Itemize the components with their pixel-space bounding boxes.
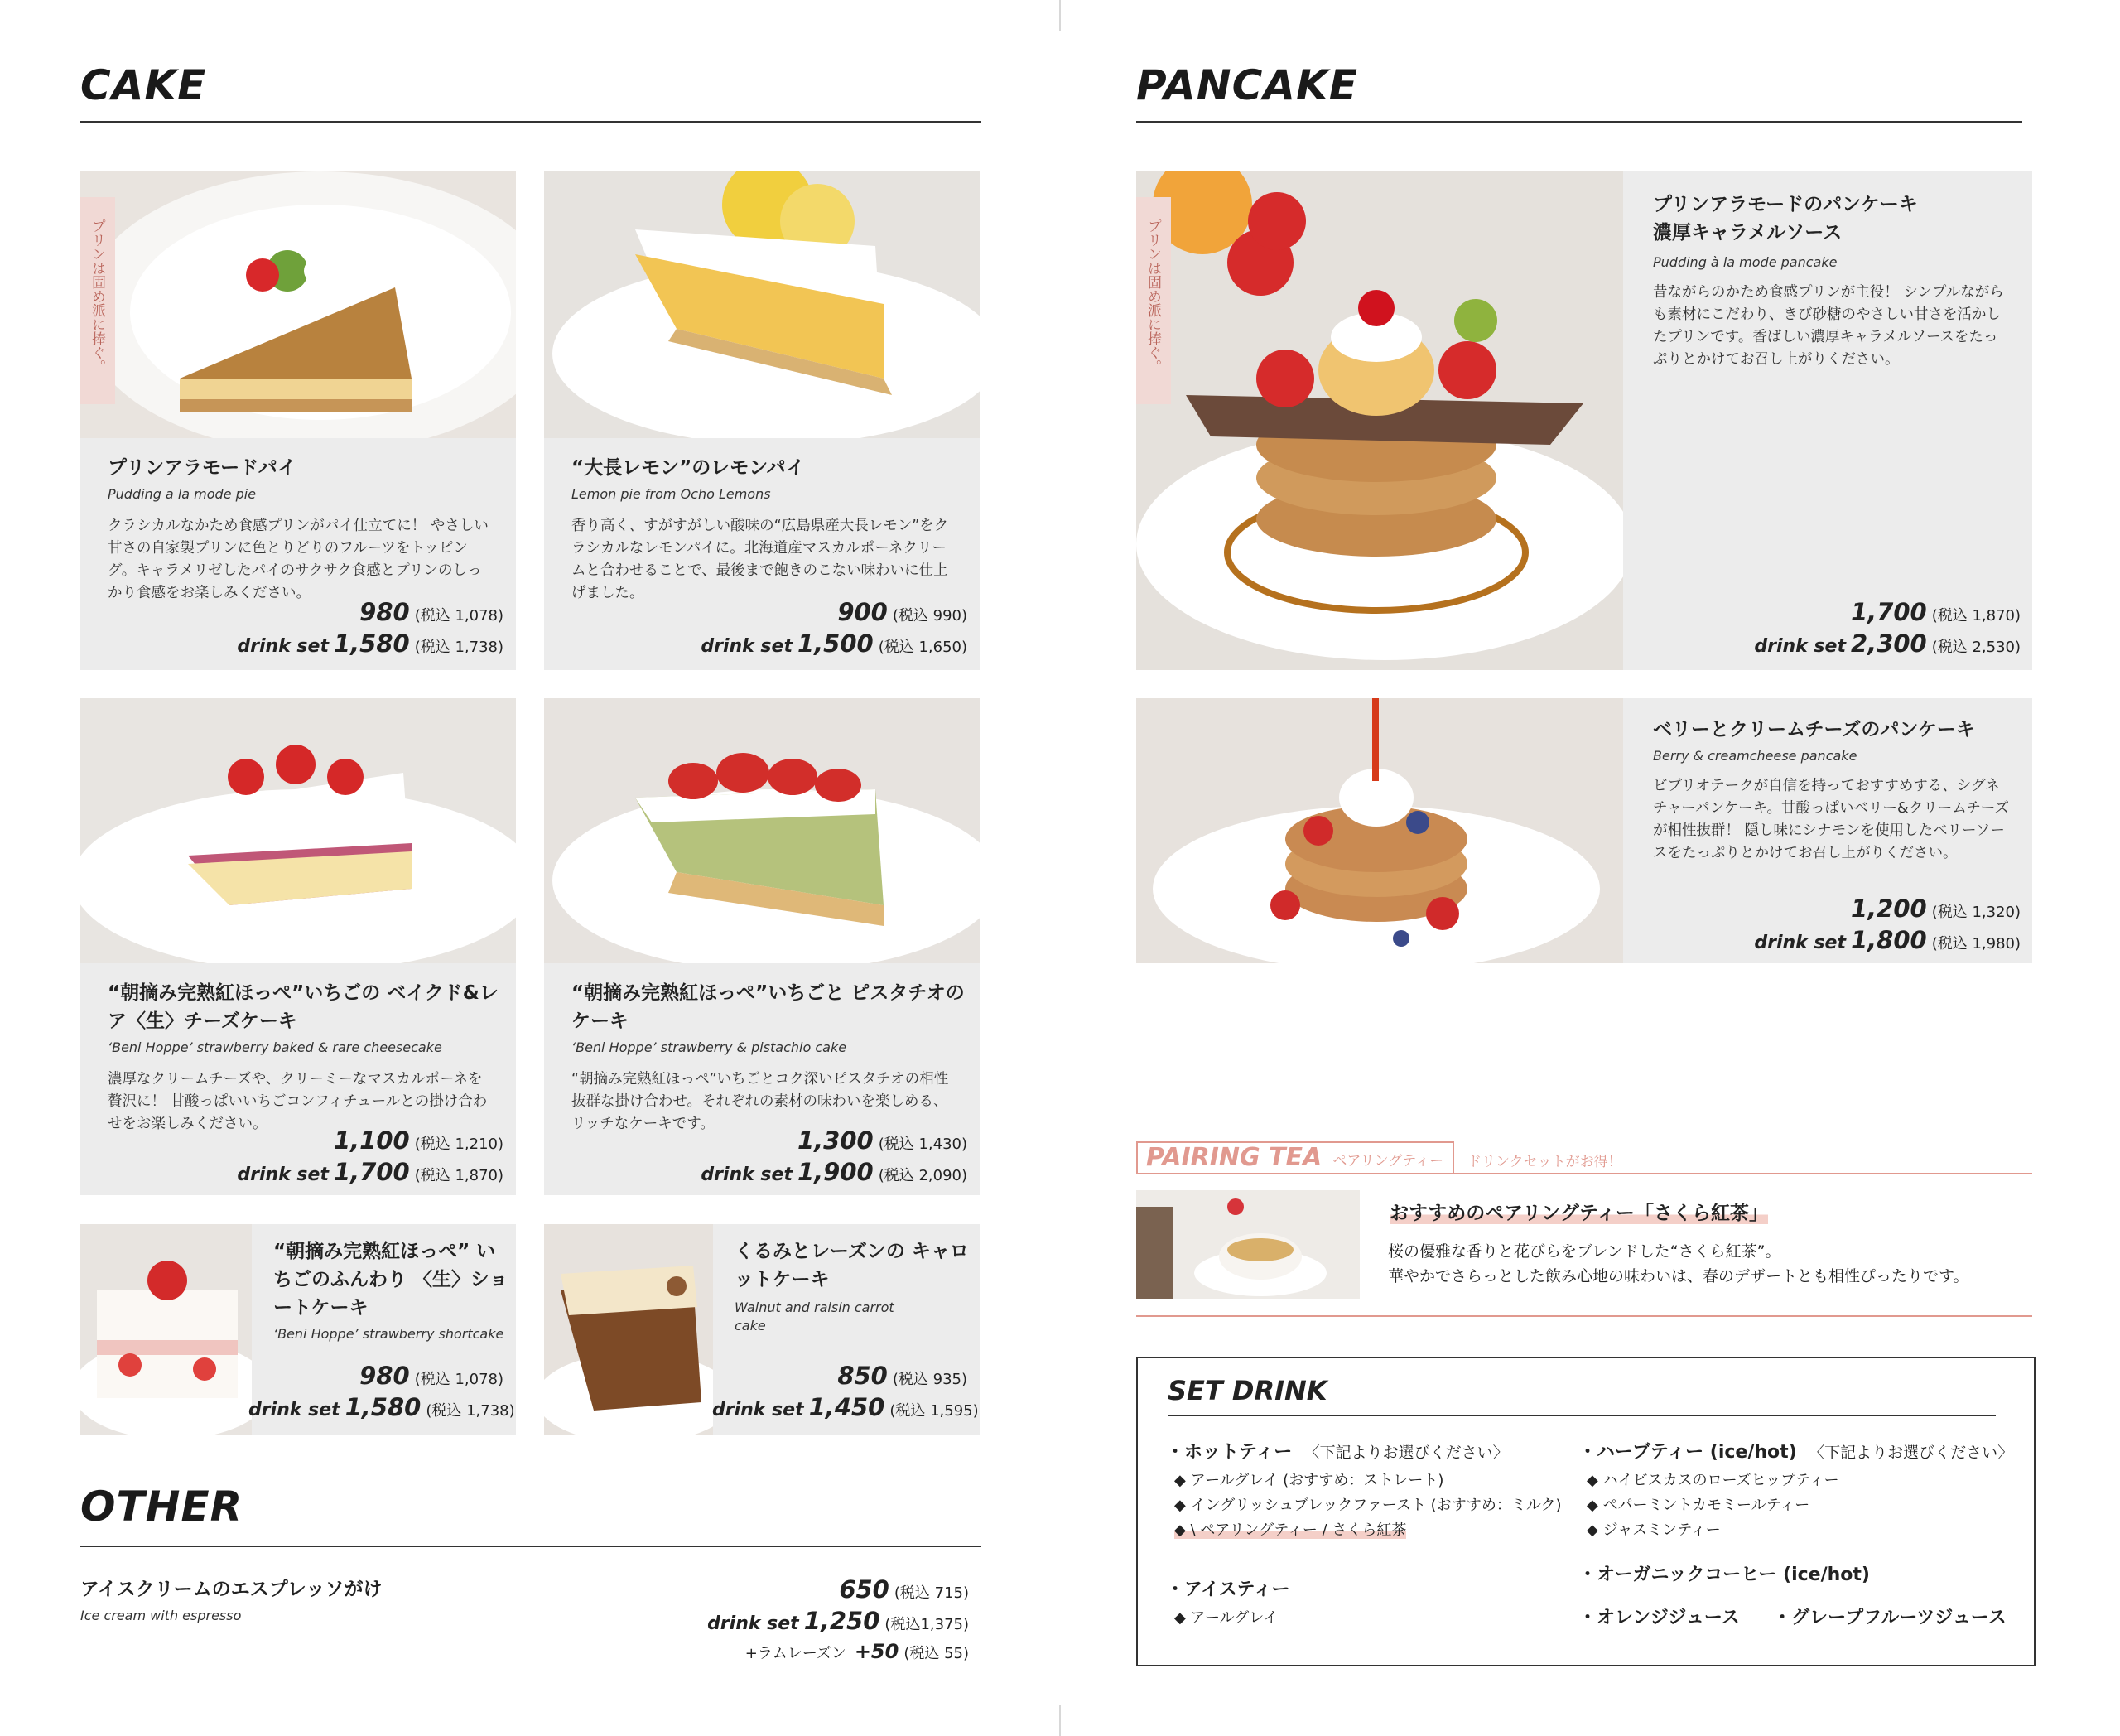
pistachio-cake-photo — [544, 698, 980, 963]
ice-cream-addon-price — [629, 1640, 969, 1663]
berry-pancake-name-ja: ベリーとクリームチーズのパンケーキ — [1653, 719, 1975, 740]
price-tax: (税込 1,210) — [414, 1136, 504, 1153]
price-tax: (税込 1,870) — [1931, 607, 2021, 624]
shortcake-photo — [80, 1224, 252, 1435]
coffee-heading — [1578, 1562, 1870, 1588]
price-value: 1,700 — [1850, 598, 1927, 626]
shortcake-set-price — [248, 1393, 515, 1421]
cake-title-rule — [80, 121, 981, 123]
set-label: drink set — [248, 1400, 340, 1420]
set-price-value: 1,580 — [333, 629, 410, 658]
pairing-tea-desc-2: 華やかでさらっとした飲み心地の味わいは、春のデザートとも相性ぴったりです。 — [1388, 1267, 1969, 1285]
set-price-tax: (税込 1,980) — [1931, 935, 2021, 952]
set-label: drink set — [1754, 933, 1846, 953]
ice-tea-label: ・アイスティー — [1166, 1579, 1290, 1600]
set-price-value: 1,700 — [333, 1158, 410, 1186]
pudding-pancake-tag — [1136, 197, 1171, 404]
other-title-rule — [80, 1546, 981, 1547]
hot-tea-item: ◆ アールグレイ (おすすめ：ストレート) — [1174, 1472, 1444, 1489]
price-value: 1,200 — [1850, 895, 1927, 923]
fold-mark-bottom — [1059, 1705, 1061, 1736]
pudding-pancake-name-ja-1: プリンアラモードのパンケーキ — [1653, 194, 1918, 215]
set-price-value: 2,300 — [1850, 629, 1927, 658]
set-price-tax: (税込 1,738) — [426, 1402, 515, 1420]
pairing-tea-title-ja: ペアリングティー — [1332, 1153, 1443, 1169]
pudding-pie-description: クラシカルなかため食感プリンがパイ仕立てに！ やさしい甘さの自家製プリンに色とりどりのフルーツをトッピング。キャラメリゼしたパイのサクサク食感とプリンのしっかり食感をお楽しみください。 — [108, 518, 489, 601]
berry-pancake-set-price — [1656, 926, 2021, 954]
price-value: 650 — [839, 1575, 889, 1603]
pudding-pie-tag — [80, 197, 115, 404]
pairing-bottom-rule — [1136, 1315, 2032, 1317]
ice-cream-name-en: Ice cream with espresso — [80, 1608, 242, 1623]
set-drink-title: SET DRINK — [1168, 1375, 1327, 1406]
pistachio-cake-description: “朝摘み完熟紅ほっぺ”いちごとコク深いピスタチオの相性抜群な掛け合わせ。それぞれの素材の味わいを楽しめる、リッチなケーキです。 — [571, 1071, 949, 1132]
orange-juice-label: ・オレンジジュース — [1578, 1608, 1740, 1628]
set-price-value: 1,450 — [808, 1393, 885, 1421]
cheesecake-name-en: ‘Beni Hoppe’ strawberry baked & rare cheesecake — [108, 1039, 442, 1055]
herb-tea-heading — [1578, 1439, 2013, 1465]
hot-tea-item-pairing: ◆ \ ペアリングティー / さくら紅茶 — [1174, 1521, 1407, 1539]
price-value: 900 — [837, 598, 888, 626]
cheesecake-price — [240, 1126, 504, 1155]
pistachio-cake-name-ja: “朝摘み完熟紅ほっぺ”いちごと ピスタチオのケーキ — [571, 982, 965, 1032]
berry-pancake-photo — [1136, 698, 1623, 963]
carrot-cake-photo — [544, 1224, 713, 1435]
price-tax: (税込 1,078) — [414, 607, 504, 624]
carrot-cake-name-en: Walnut and raisin carrot cake — [735, 1300, 894, 1333]
pairing-tea-desc-1: 桜の優雅な香りと花びらをブレンドした“さくら紅茶”。 — [1388, 1242, 1781, 1261]
pancake-title-rule — [1136, 121, 2022, 123]
set-price-value: 1,580 — [344, 1393, 422, 1421]
set-label: drink set — [1754, 636, 1846, 657]
price-tax: (税込 715) — [894, 1584, 969, 1602]
berry-pancake-price — [1706, 895, 2021, 923]
pudding-pancake-name-ja-2: 濃厚キャラメルソース — [1653, 222, 1843, 244]
addon-price-value: +50 — [854, 1640, 899, 1663]
coffee-label: ・オーガニックコーヒー (ice/hot) — [1578, 1565, 1870, 1585]
herb-tea-item: ◆ ペパーミントカモミールティー — [1587, 1497, 1810, 1514]
juice-heading — [1578, 1605, 2007, 1631]
herb-tea-item: ◆ ジャスミンティー — [1587, 1521, 1721, 1539]
ice-tea-heading — [1166, 1577, 1290, 1603]
price-value: 1,100 — [333, 1126, 410, 1155]
set-price-tax: (税込 1,870) — [414, 1167, 504, 1184]
pudding-pie-name-ja: プリンアラモードパイ — [108, 457, 296, 479]
pudding-pancake-name-en: Pudding à la mode pancake — [1653, 254, 1838, 270]
set-price-value: 1,900 — [797, 1158, 874, 1186]
cheesecake-photo — [80, 698, 516, 963]
pudding-pancake-set-price — [1656, 629, 2021, 658]
price-value: 850 — [837, 1362, 888, 1390]
grapefruit-juice-label: ・グレープフルーツジュース — [1773, 1608, 2007, 1628]
pistachio-cake-set-price — [629, 1158, 967, 1186]
set-label: drink set — [237, 636, 329, 657]
pudding-pie-name-en: Pudding a la mode pie — [108, 486, 257, 502]
set-price-tax: (税込 1,738) — [414, 639, 504, 656]
cake-section-title: CAKE — [80, 61, 207, 109]
shortcake-price — [265, 1362, 504, 1390]
hot-tea-label: ・ホットティー — [1166, 1442, 1293, 1463]
pairing-tea-tagline: ドリンクセットがお得！ — [1467, 1154, 1622, 1170]
pairing-tea-headline — [1390, 1198, 1768, 1225]
shortcake-name-en: ‘Beni Hoppe’ strawberry shortcake — [273, 1326, 504, 1342]
hot-tea-item: ◆ イングリッシュブレックファースト (おすすめ：ミルク) — [1174, 1497, 1562, 1514]
pistachio-cake-price — [704, 1126, 967, 1155]
cheesecake-description: 濃厚なクリームチーズや、クリーミーなマスカルポーネを贅沢に！ 甘酸っぱいいちごコンフィチュールとの掛け合わせをお楽しみください。 — [108, 1071, 488, 1132]
price-value: 1,300 — [797, 1126, 874, 1155]
set-price-tax: (税込 2,530) — [1931, 639, 2021, 656]
fold-mark-top — [1059, 0, 1061, 31]
other-section-title: OTHER — [80, 1483, 243, 1531]
carrot-cake-name-ja: くるみとレーズンの キャロットケーキ — [735, 1241, 969, 1290]
set-price-value: 1,250 — [803, 1607, 880, 1635]
price-tax: (税込 1,430) — [878, 1136, 967, 1153]
set-price-value: 1,800 — [1850, 926, 1927, 954]
addon-price-tax: (税込 55) — [903, 1645, 969, 1662]
herb-tea-note: 〈下記よりお選びください〉 — [1809, 1444, 2014, 1462]
pairing-tea-headline-text: おすすめのペアリングティー「さくら紅茶」 — [1390, 1203, 1769, 1224]
pudding-pie-tag-text: プリンは固め派に捧ぐ。 — [89, 219, 105, 374]
price-tax: (税込 1,078) — [414, 1371, 504, 1388]
price-tax: (税込 990) — [892, 607, 967, 624]
lemon-pie-name-ja: “大長レモン”のレモンパイ — [571, 457, 805, 479]
ice-cream-name-ja: アイスクリームのエスプレッソがけ — [80, 1579, 383, 1600]
hot-tea-note: 〈下記よりお選びください〉 — [1303, 1444, 1509, 1462]
set-price-value: 1,500 — [797, 629, 874, 658]
lemon-pie-price — [704, 598, 967, 626]
cheesecake-set-price — [166, 1158, 504, 1186]
set-label: drink set — [707, 1613, 799, 1634]
lemon-pie-set-price — [629, 629, 967, 658]
pudding-pancake-price — [1706, 598, 2021, 626]
pairing-tea-title-en: PAIRING TEA — [1146, 1143, 1323, 1172]
set-label: drink set — [237, 1165, 329, 1185]
set-drink-rule — [1168, 1415, 1996, 1416]
berry-pancake-name-en: Berry & creamcheese pancake — [1653, 748, 1857, 764]
pudding-pie-set-price — [166, 629, 504, 658]
price-tax: (税込 1,320) — [1931, 904, 2021, 921]
pistachio-cake-name-en: ‘Beni Hoppe’ strawberry & pistachio cake — [571, 1039, 847, 1055]
price-value: 980 — [359, 1362, 410, 1390]
pudding-pancake-tag-text: プリンは固め派に捧ぐ。 — [1144, 219, 1161, 374]
set-label: drink set — [712, 1400, 804, 1420]
set-label: drink set — [701, 636, 793, 657]
pudding-pie-price — [240, 598, 504, 626]
herb-tea-item: ◆ ハイビスカスのローズヒップティー — [1587, 1472, 1839, 1489]
set-price-tax: (税込 1,595) — [889, 1402, 979, 1420]
lemon-pie-photo — [544, 171, 980, 438]
ice-cream-set-price — [629, 1607, 969, 1635]
set-label: drink set — [701, 1165, 793, 1185]
set-price-tax: (税込 1,650) — [878, 639, 967, 656]
cheesecake-name-ja: “朝摘み完熟紅ほっぺ”いちごの ベイクド&レア〈生〉チーズケーキ — [108, 982, 499, 1032]
shortcake-name-ja: “朝摘み完熟紅ほっぺ” いちごのふんわり 〈生〉ショートケーキ — [273, 1241, 508, 1319]
set-price-tax: (税込1,375) — [884, 1616, 969, 1633]
pancake-section-title: PANCAKE — [1136, 61, 1358, 109]
pudding-pie-photo — [80, 171, 516, 438]
price-tax: (税込 935) — [892, 1371, 967, 1388]
hot-tea-item — [1174, 1519, 1406, 1542]
carrot-cake-set-price — [712, 1393, 979, 1421]
pairing-tea-title — [1146, 1143, 1443, 1172]
pairing-top-rule — [1136, 1173, 2032, 1174]
lemon-pie-name-en: Lemon pie from Ocho Lemons — [571, 486, 771, 502]
ice-cream-price — [629, 1575, 969, 1603]
lemon-pie-description: 香り高く、すがすがしい酸味の“広島県産大長レモン”をクラシカルなレモンパイに。北海道産マスカルポーネクリームと合わせることで、最後まで飽きのこない味わいに仕上げました。 — [571, 518, 949, 601]
addon-label: +ラムレーズン — [744, 1645, 846, 1662]
sakura-tea-photo — [1136, 1190, 1360, 1299]
pudding-pancake-description: 昔ながらのかため食感プリンが主役！ シンプルながらも素材にこだわり、きび砂糖のやさしい甘さを活かしたプリンです。香ばしい濃厚キャラメルソースをたっぷりとかけてお召し上がりください。 — [1653, 284, 2004, 368]
price-value: 980 — [359, 598, 410, 626]
carrot-cake-price — [729, 1362, 967, 1390]
berry-pancake-description: ビブリオテークが自信を持っておすすめする、シグネチャーパンケーキ。甘酸っぱいベリー&クリームチーズが相性抜群！ 隠し味にシナモンを使用したベリーソースをたっぷりとかけてお召し上がりください。 — [1653, 778, 2009, 861]
hot-tea-heading — [1166, 1439, 1509, 1465]
herb-tea-label: ・ハーブティー (ice/hot) — [1578, 1442, 1797, 1463]
ice-tea-item: ◆ アールグレイ — [1174, 1609, 1279, 1627]
set-price-tax: (税込 2,090) — [878, 1167, 967, 1184]
pudding-pancake-photo — [1136, 171, 1623, 670]
